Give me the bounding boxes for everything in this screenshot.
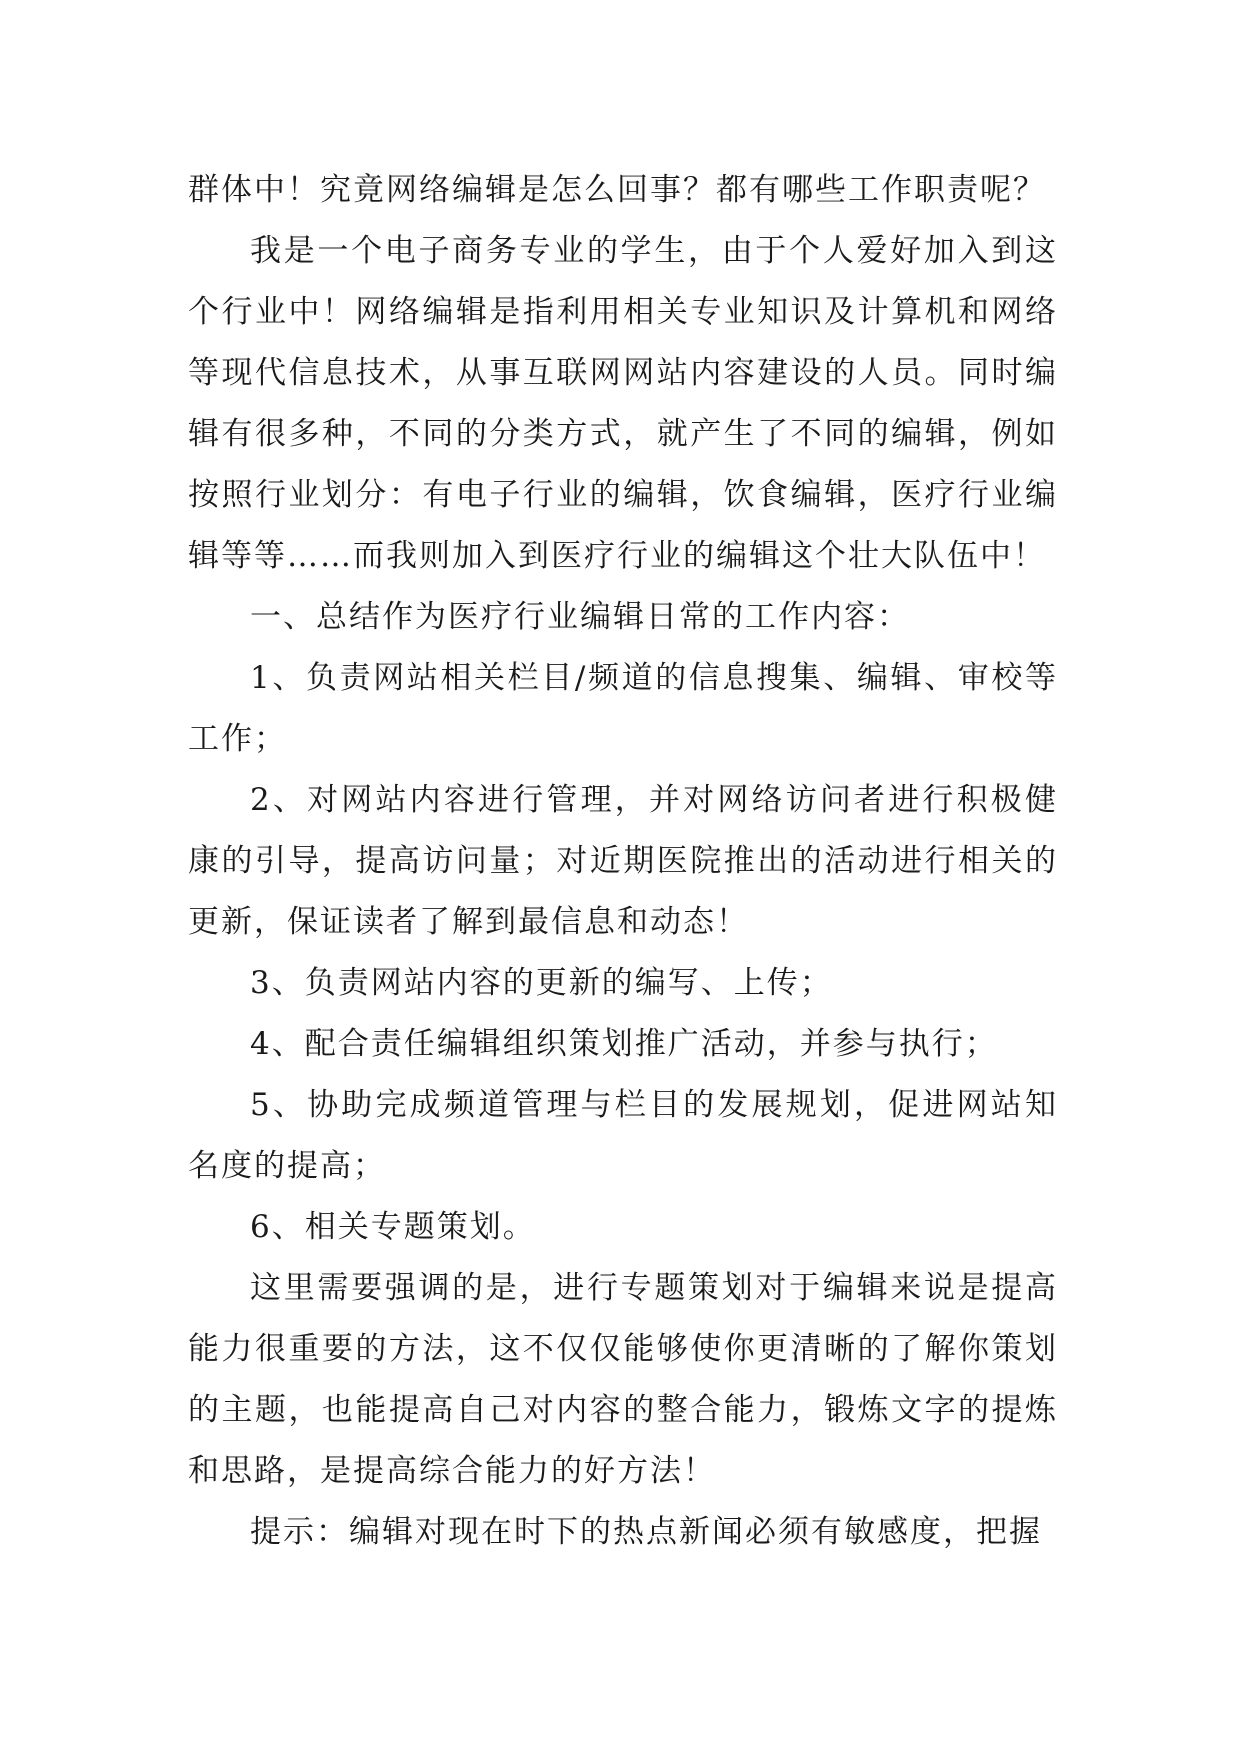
list-item-duty-2: 2、对网站内容进行管理，并对网络访问者进行积极健康的引导，提高访问量；对近期医院推出的活动进行相关的更新，保证读者了解到最信息和动态！ [188, 782, 1058, 940]
list-item-duty-3: 3、负责网站内容的更新的编写、上传； [250, 965, 833, 1001]
paragraph-introduction: 我是一个电子商务专业的学生，由于个人爱好加入到这个行业中！网络编辑是指利用相关专业知识及计算机和网络等现代信息技术，从事互联网网站内容建设的人员。同时编辑有很多种，不同的分类方式，就产生了不同的编辑，例如按照行业划分：有电子行业的编辑，饮食编辑，医疗行业编辑等等……而我则加入到医疗行业的编辑这个壮大队伍中！ [188, 233, 1058, 574]
list-item-duty-5: 5、协助完成频道管理与栏目的发展规划，促进网站知名度的提高； [188, 1087, 1058, 1184]
paragraph-continuation: 群体中！究竟网络编辑是怎么回事？都有哪些工作职责呢？ [188, 172, 1046, 208]
list-item-duty-1: 1、负责网站相关栏目/频道的信息搜集、编辑、审校等工作； [188, 660, 1058, 757]
paragraph-tip: 提示：编辑对现在时下的热点新闻必须有敏感度，把握 [250, 1514, 1042, 1550]
paragraph-emphasis: 这里需要强调的是，进行专题策划对于编辑来说是提高能力很重要的方法，这不仅仅能够使你更清晰的了解你策划的主题，也能提高自己对内容的整合能力，锻炼文字的提炼和思路，是提高综合能力的好方法！ [188, 1270, 1058, 1489]
section-heading-work-content: 一、总结作为医疗行业编辑日常的工作内容： [250, 599, 910, 635]
list-item-duty-4: 4、配合责任编辑组织策划推广活动，并参与执行； [250, 1026, 998, 1062]
list-item-duty-6: 6、相关专题策划。 [250, 1209, 536, 1245]
document-body [188, 160, 1058, 1563]
